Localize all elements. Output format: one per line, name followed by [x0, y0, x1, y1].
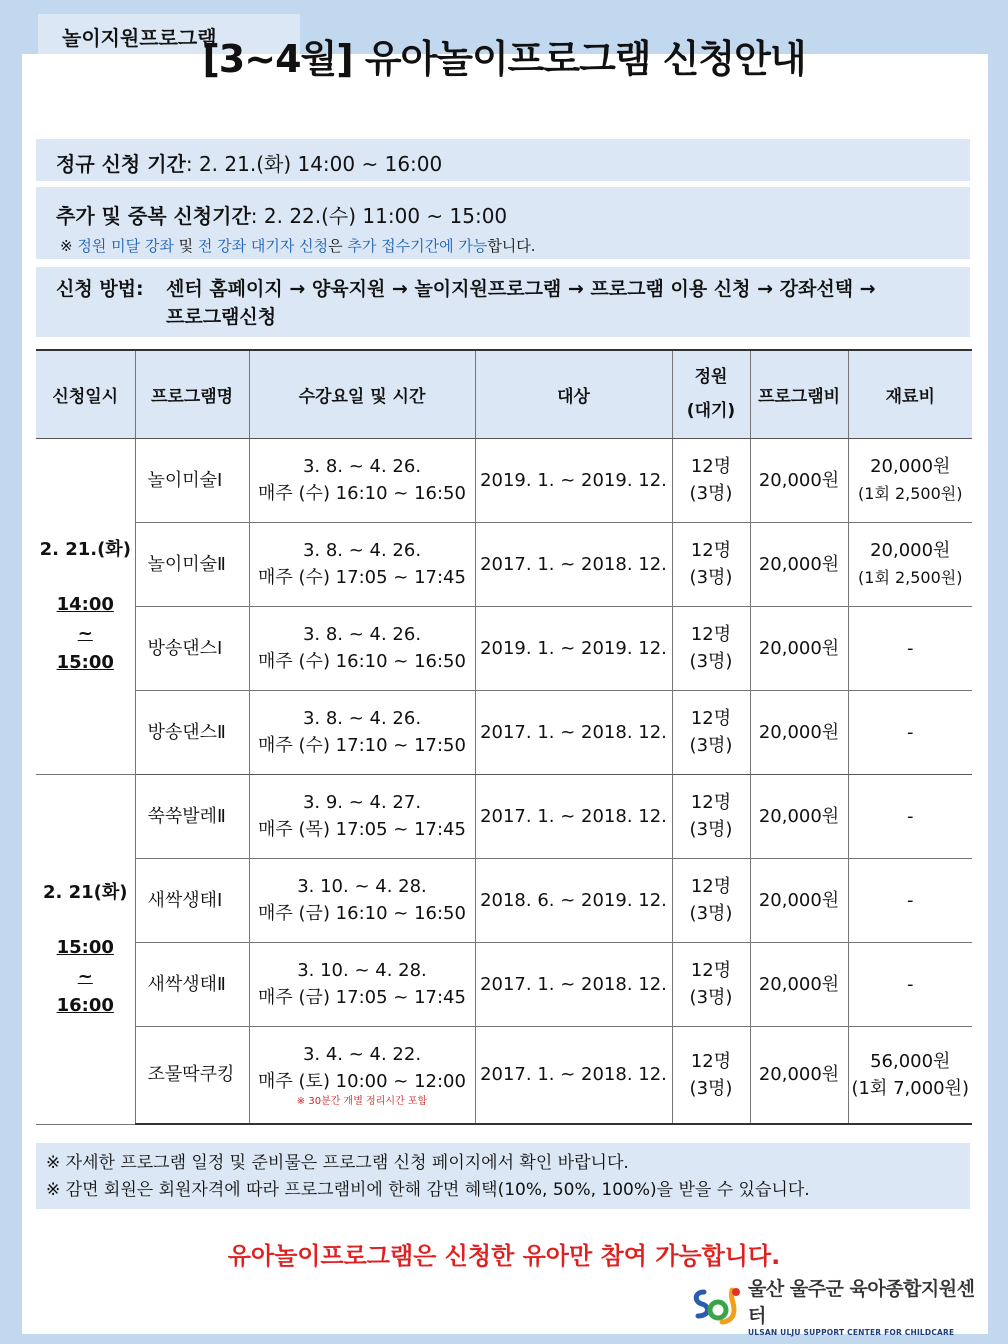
program-material: -	[848, 858, 972, 942]
group-time-start: 14:00	[56, 594, 114, 615]
waitlist-value: (3명)	[689, 903, 733, 924]
waitlist-value: (3명)	[689, 1077, 733, 1099]
program-fee: 20,000원	[750, 858, 848, 942]
header-name: 프로그램명	[135, 350, 249, 438]
extra-period-note	[56, 235, 970, 256]
header-capacity	[672, 350, 750, 438]
capacity-value: 12명	[690, 456, 732, 477]
center-logo-icon	[690, 1284, 744, 1326]
cleanup-time-note: ※ 30분간 개별 정리시간 포함	[296, 1095, 428, 1107]
program-name: 쑥쑥발레Ⅱ	[135, 774, 249, 858]
program-time: 매주 (목) 17:05 ~ 17:45	[258, 819, 466, 840]
waitlist-value: (3명)	[689, 567, 733, 588]
method-label: 신청 방법:	[56, 278, 144, 300]
program-fee: 20,000원	[750, 606, 848, 690]
material-per-session: (1회 2,500원)	[858, 484, 963, 503]
program-period: 3. 8. ~ 4. 26.	[302, 708, 422, 729]
program-time: 매주 (수) 16:10 ~ 16:50	[258, 651, 466, 672]
capacity-value: 12명	[690, 1050, 732, 1072]
group-time-end: 16:00	[56, 995, 114, 1016]
participation-warning: 유아놀이프로그램은 신청한 유아만 참여 가능합니다.	[227, 1242, 781, 1270]
header-fee: 프로그램비	[750, 350, 848, 438]
program-target: 2017. 1. ~ 2018. 12.	[475, 1026, 672, 1124]
program-capacity	[672, 774, 750, 858]
program-target: 2017. 1. ~ 2018. 12.	[475, 942, 672, 1026]
table-header-row	[36, 350, 972, 438]
group-time-start: 15:00	[56, 937, 114, 958]
program-schedule	[249, 858, 475, 942]
capacity-value: 12명	[690, 540, 732, 561]
program-fee: 20,000원	[750, 690, 848, 774]
program-time: 매주 (수) 17:10 ~ 17:50	[258, 735, 466, 756]
material-per-session: (1회 7,000원)	[851, 1077, 970, 1099]
header-date: 신청일시	[36, 350, 135, 438]
program-time: 매주 (수) 17:05 ~ 17:45	[258, 567, 466, 588]
table-row	[36, 606, 972, 690]
program-time: 매주 (금) 17:05 ~ 17:45	[258, 987, 466, 1008]
program-material	[848, 438, 972, 522]
capacity-value: 12명	[690, 960, 732, 981]
method-box	[36, 267, 970, 337]
program-time: 매주 (수) 16:10 ~ 16:50	[258, 483, 466, 504]
waitlist-value: (3명)	[689, 483, 733, 504]
program-period: 3. 10. ~ 4. 28.	[297, 960, 427, 981]
program-period: 3. 8. ~ 4. 26.	[302, 540, 422, 561]
capacity-value: 12명	[690, 792, 732, 813]
center-logo-english: ULSAN ULJU SUPPORT CENTER FOR CHILDCARE	[748, 1327, 955, 1337]
category-tab: 놀이지원프로그램	[38, 14, 300, 54]
header-material: 재료비	[848, 350, 972, 438]
extra-period-label: 추가 및 중복 신청기간	[56, 204, 251, 228]
program-schedule	[249, 690, 475, 774]
note-highlight-5: 추가 접수기간에 가능	[347, 237, 488, 255]
program-material: -	[848, 942, 972, 1026]
group-time-tilde: ~	[77, 623, 93, 644]
program-material: -	[848, 774, 972, 858]
program-target: 2019. 1. ~ 2019. 12.	[475, 606, 672, 690]
program-material: -	[848, 690, 972, 774]
table-row	[36, 942, 972, 1026]
program-period: 3. 8. ~ 4. 26.	[302, 624, 422, 645]
table-row	[36, 774, 972, 858]
program-capacity	[672, 690, 750, 774]
material-fee: 20,000원	[870, 540, 951, 561]
program-target: 2017. 1. ~ 2018. 12.	[475, 774, 672, 858]
waitlist-value: (3명)	[689, 735, 733, 756]
group-time-end: 15:00	[56, 652, 114, 673]
program-material: -	[848, 606, 972, 690]
program-period: 3. 9. ~ 4. 27.	[302, 792, 422, 813]
program-table	[36, 349, 972, 1125]
center-logo-name: 울산 울주군 육아종합지원센터	[748, 1277, 975, 1327]
program-material	[848, 522, 972, 606]
group-date-cell	[36, 438, 135, 774]
program-schedule	[249, 438, 475, 522]
material-per-session: (1회 2,500원)	[858, 568, 963, 587]
method-steps-line1: 센터 홈페이지 → 양육지원 → 놀이지원프로그램 → 프로그램 이용 신청 → 강좌선택 →	[166, 278, 876, 300]
header-target: 대상	[475, 350, 672, 438]
program-name: 놀이미술Ⅰ	[135, 438, 249, 522]
note-highlight-3: 전 강좌 대기자 신청	[197, 237, 329, 255]
program-capacity	[672, 438, 750, 522]
note-text-4: 은	[328, 237, 348, 255]
program-material	[848, 1026, 972, 1124]
program-schedule	[249, 774, 475, 858]
program-name: 조물딱쿠킹	[135, 1026, 249, 1124]
regular-period-box	[36, 139, 970, 181]
program-schedule	[249, 522, 475, 606]
extra-period-value: : 2. 22.(수) 11:00 ~ 15:00	[250, 204, 508, 228]
program-time: 매주 (금) 16:10 ~ 16:50	[258, 903, 466, 924]
page-title: [3~4월] 유아놀이프로그램 신청안내	[202, 37, 806, 81]
program-period: 3. 8. ~ 4. 26.	[302, 456, 422, 477]
center-logo	[690, 1277, 990, 1337]
program-time: 매주 (토) 10:00 ~ 12:00	[258, 1070, 466, 1092]
program-fee: 20,000원	[750, 942, 848, 1026]
program-target: 2017. 1. ~ 2018. 12.	[475, 522, 672, 606]
table-row	[36, 522, 972, 606]
program-target: 2019. 1. ~ 2019. 12.	[475, 438, 672, 522]
program-name: 새싹생태Ⅱ	[135, 942, 249, 1026]
program-name: 새싹생태Ⅰ	[135, 858, 249, 942]
waitlist-value: (3명)	[689, 819, 733, 840]
program-target: 2018. 6. ~ 2019. 12.	[475, 858, 672, 942]
program-period: 3. 10. ~ 4. 28.	[297, 876, 427, 897]
note-line-2: ※ 감면 회원은 회원자격에 따라 프로그램비에 한해 감면 혜택(10%, 50%, 100%)을 받을 수 있습니다.	[46, 1180, 810, 1200]
capacity-value: 12명	[690, 624, 732, 645]
program-schedule	[249, 606, 475, 690]
group-date-cell	[36, 774, 135, 1124]
program-capacity	[672, 1026, 750, 1124]
note-line-1: ※ 자세한 프로그램 일정 및 준비물은 프로그램 신청 페이지에서 확인 바랍니다.	[46, 1153, 629, 1173]
note-highlight-1: 정원 미달 강좌	[77, 237, 174, 255]
capacity-value: 12명	[690, 876, 732, 897]
program-capacity	[672, 522, 750, 606]
note-mark: ※	[60, 237, 78, 255]
notes-box	[36, 1143, 970, 1209]
program-fee: 20,000원	[750, 438, 848, 522]
group-time-tilde: ~	[77, 966, 93, 987]
table-row	[36, 438, 972, 522]
table-row	[36, 1026, 972, 1124]
program-name: 놀이미술Ⅱ	[135, 522, 249, 606]
material-fee: 56,000원	[870, 1050, 951, 1072]
program-target: 2017. 1. ~ 2018. 12.	[475, 690, 672, 774]
material-fee: 20,000원	[870, 456, 951, 477]
note-text-2: 및	[173, 237, 198, 255]
program-fee: 20,000원	[750, 774, 848, 858]
regular-period-value: : 2. 21.(화) 14:00 ~ 16:00	[185, 152, 443, 176]
program-fee: 20,000원	[750, 1026, 848, 1124]
program-name: 방송댄스Ⅰ	[135, 606, 249, 690]
waitlist-value: (3명)	[689, 651, 733, 672]
table-row	[36, 690, 972, 774]
program-period: 3. 4. ~ 4. 22.	[302, 1043, 422, 1065]
program-capacity	[672, 942, 750, 1026]
group-date: 2. 21(화)	[42, 882, 128, 903]
program-schedule	[249, 1026, 475, 1124]
program-capacity	[672, 858, 750, 942]
capacity-value: 12명	[690, 708, 732, 729]
extra-period-box	[36, 187, 970, 259]
table-row	[36, 858, 972, 942]
waitlist-value: (3명)	[689, 987, 733, 1008]
header-capacity-1: 정원	[694, 367, 728, 388]
note-text-6: 합니다.	[487, 237, 536, 255]
program-name: 방송댄스Ⅱ	[135, 690, 249, 774]
group-date: 2. 21.(화)	[39, 539, 131, 560]
header-schedule: 수강요일 및 시간	[249, 350, 475, 438]
program-fee: 20,000원	[750, 522, 848, 606]
program-schedule	[249, 942, 475, 1026]
program-capacity	[672, 606, 750, 690]
method-steps-line2: 프로그램신청	[166, 306, 277, 328]
header-capacity-2: (대기)	[686, 401, 736, 422]
regular-period-label: 정규 신청 기간	[56, 152, 186, 176]
